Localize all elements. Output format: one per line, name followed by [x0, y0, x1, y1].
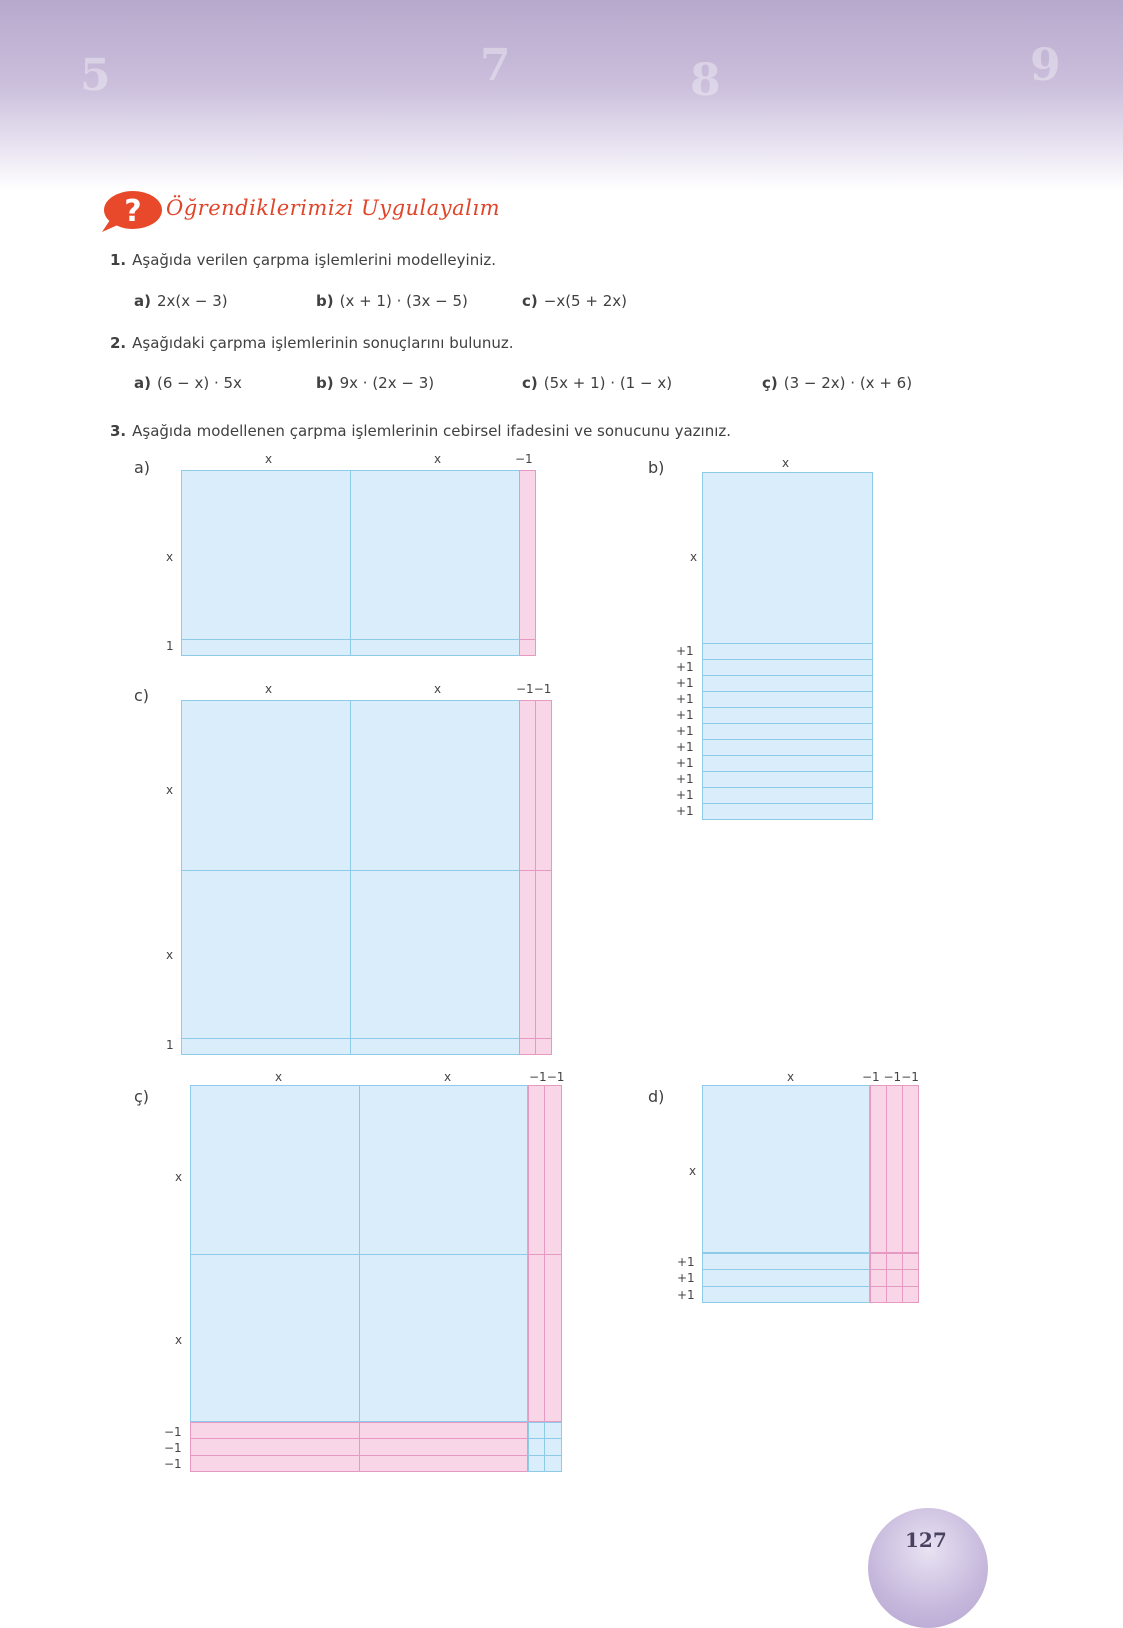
q2-option-c: [522, 374, 672, 392]
axis-label: 1: [166, 639, 174, 653]
option-expression: (5x + 1) · (1 − x): [543, 374, 673, 392]
option-letter: a): [134, 292, 151, 310]
option-expression: 9x · (2x − 3): [339, 374, 435, 392]
axis-label: x: [166, 783, 174, 797]
axis-label: x: [690, 550, 698, 564]
axis-label: −1−1: [516, 682, 552, 696]
q2-option-a: [134, 374, 242, 392]
question-text: Aşağıdaki çarpma işlemlerinin sonuçlarını bulunuz.: [132, 334, 514, 352]
axis-label: x: [175, 1333, 183, 1347]
q1-option-c: [522, 292, 627, 310]
unit-tile: [702, 643, 873, 660]
question-number: 1.: [110, 251, 127, 269]
axis-label: x: [175, 1170, 183, 1184]
q1-option-b: [316, 292, 468, 310]
axis-label: +1: [676, 772, 694, 786]
option-letter: c): [522, 374, 538, 392]
option-expression: (3 − 2x) · (x + 6): [783, 374, 913, 392]
axis-label: +1: [676, 660, 694, 674]
option-expression: −x(5 + 2x): [543, 292, 627, 310]
unit-tile: [702, 707, 873, 724]
option-letter: c): [522, 292, 538, 310]
svg-text:?: ?: [124, 194, 142, 229]
question-2: [110, 334, 514, 352]
axis-label: x: [265, 452, 273, 466]
page-number: 127: [905, 1528, 947, 1552]
positive-tile: [181, 700, 551, 1055]
axis-label: +1: [676, 708, 694, 722]
axis-label: x: [444, 1070, 452, 1084]
axis-label: −1: [164, 1457, 182, 1471]
axis-label: x: [434, 682, 442, 696]
axis-label: +1: [676, 804, 694, 818]
question-text: Aşağıda verilen çarpma işlemlerini modelleyiniz.: [132, 251, 497, 269]
unit-tile: [702, 755, 873, 772]
axis-label: +1: [676, 692, 694, 706]
axis-label: −1: [164, 1425, 182, 1439]
decor-digit: 7: [480, 40, 511, 91]
model-label: c): [134, 686, 150, 705]
axis-label: x: [787, 1070, 795, 1084]
question-speech-bubble-icon: [100, 190, 162, 232]
axis-label: +1: [676, 676, 694, 690]
option-letter: a): [134, 374, 151, 392]
section-title: Öğrendiklerimizi Uygulayalım: [166, 196, 501, 220]
option-letter: b): [316, 374, 334, 392]
unit-tile: [702, 675, 873, 692]
model-label: ç): [134, 1087, 150, 1106]
axis-label: +1: [677, 1288, 695, 1302]
question-text: Aşağıda modellenen çarpma işlemlerinin cebirsel ifadesini ve sonucunu yazınız.: [132, 422, 732, 440]
decor-digit: 9: [1030, 40, 1061, 91]
axis-label: +1: [676, 756, 694, 770]
option-expression: 2x(x − 3): [156, 292, 228, 310]
option-letter: ç): [762, 374, 778, 392]
positive-tile: [702, 1253, 870, 1303]
axis-label: 1: [166, 1038, 174, 1052]
unit-tile: [702, 659, 873, 676]
header-decoration: [0, 0, 1123, 190]
q2-option-cc: [762, 374, 912, 392]
q2-option-b: [316, 374, 434, 392]
unit-tile: [702, 691, 873, 708]
axis-label: +1: [676, 724, 694, 738]
unit-tile: [702, 723, 873, 740]
question-1: [110, 251, 496, 269]
model-label: a): [134, 458, 151, 477]
unit-tile: [702, 803, 873, 820]
axis-label: +1: [676, 740, 694, 754]
negative-tile: [870, 1085, 919, 1253]
axis-label: +1: [676, 788, 694, 802]
axis-label: +1: [677, 1255, 695, 1269]
axis-label: x: [689, 1164, 697, 1178]
question-number: 3.: [110, 422, 127, 440]
axis-label: x: [434, 452, 442, 466]
decor-digit: 5: [80, 50, 111, 101]
axis-label: x: [275, 1070, 283, 1084]
option-letter: b): [316, 292, 334, 310]
axis-label: x: [166, 550, 174, 564]
positive-tile: [528, 1422, 562, 1472]
model-label: b): [648, 458, 665, 477]
option-expression: (6 − x) · 5x: [156, 374, 242, 392]
negative-tile: [870, 1253, 919, 1303]
axis-label: x: [782, 456, 790, 470]
axis-label: −1: [164, 1441, 182, 1455]
positive-tile: [181, 470, 533, 656]
positive-tile: [702, 1085, 870, 1253]
axis-label: +1: [676, 644, 694, 658]
axis-label: −1: [515, 452, 533, 466]
axis-label: x: [166, 948, 174, 962]
option-expression: (x + 1) · (3x − 5): [339, 292, 468, 310]
unit-tile: [702, 787, 873, 804]
model-label: d): [648, 1087, 665, 1106]
axis-label: x: [265, 682, 273, 696]
question-3: [110, 422, 731, 440]
negative-tile: [519, 470, 536, 656]
page-number-badge: [868, 1508, 988, 1628]
unit-tile: [702, 771, 873, 788]
decor-digit: 8: [690, 55, 721, 106]
q1-option-a: [134, 292, 228, 310]
axis-label: −1 −1−1: [862, 1070, 919, 1084]
axis-label: −1−1: [529, 1070, 565, 1084]
unit-tile: [702, 739, 873, 756]
question-number: 2.: [110, 334, 127, 352]
axis-label: +1: [677, 1271, 695, 1285]
